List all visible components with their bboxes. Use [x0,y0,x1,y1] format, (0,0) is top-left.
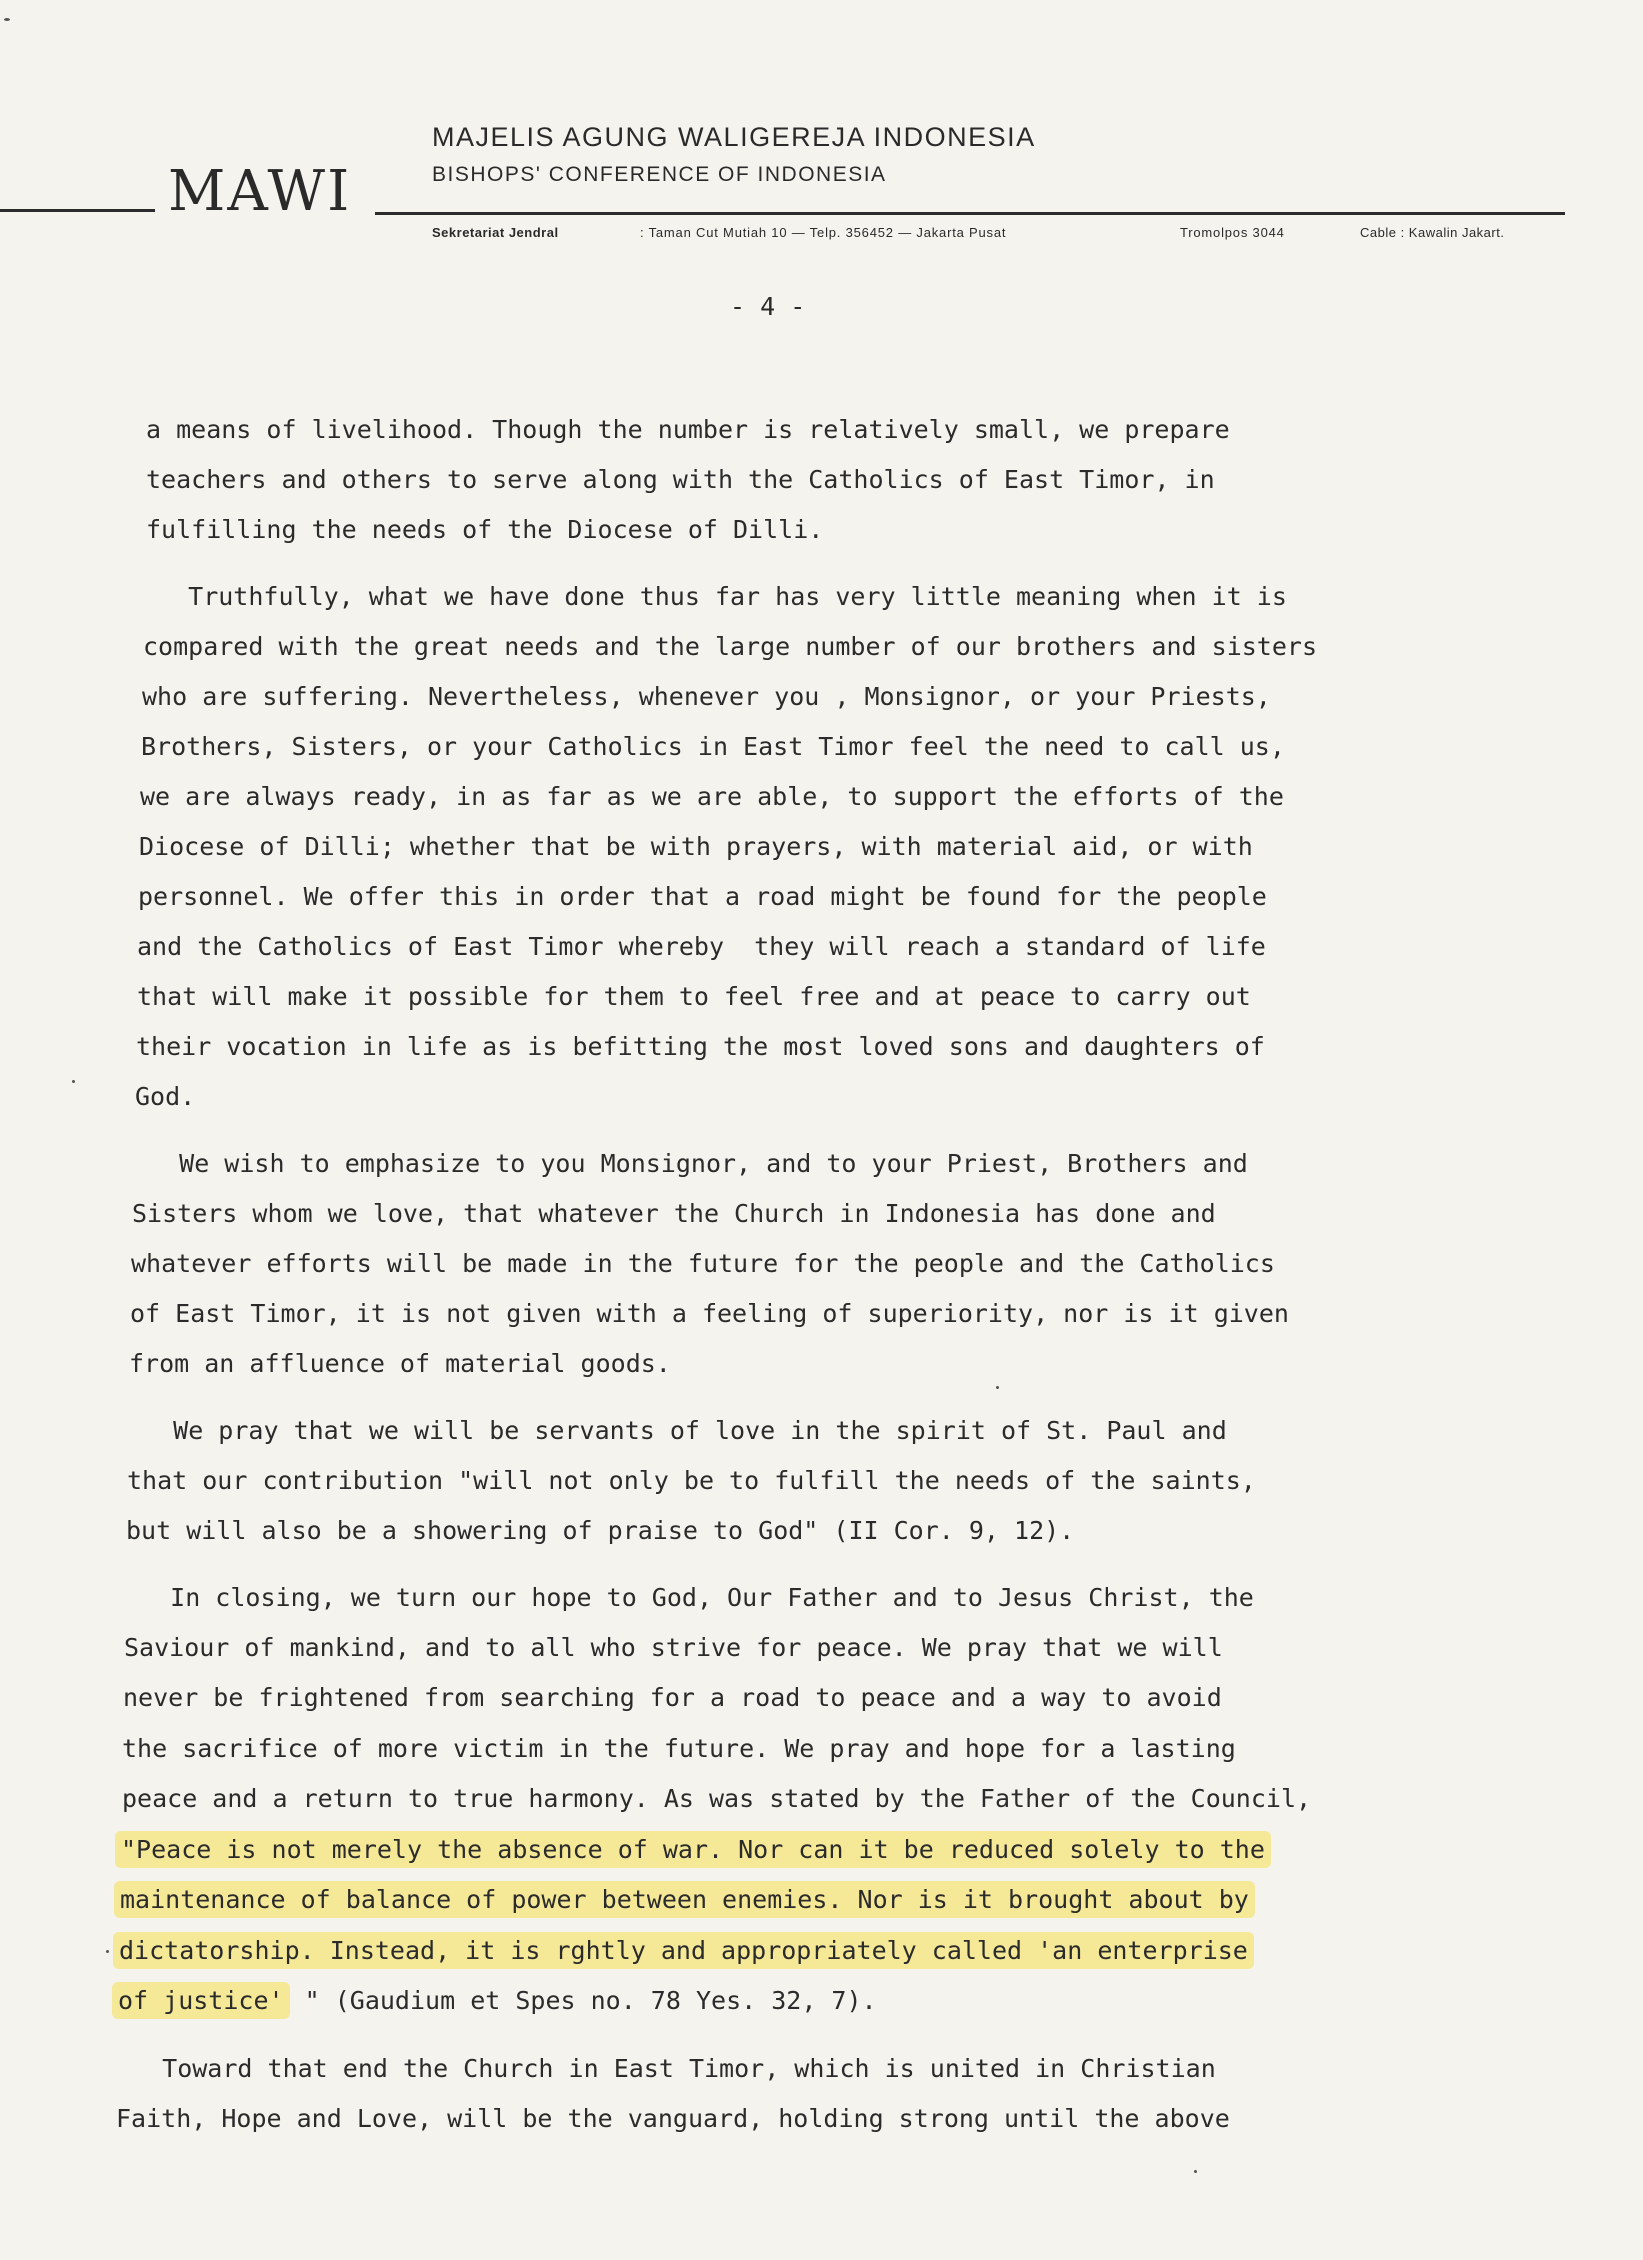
scan-speck [72,1080,75,1083]
text-line: We pray that we will be servants of love in the spirit of St. Paul and [128,1416,1227,1445]
text-line: Sisters whom we love, that whatever the Church in Indonesia has done and [132,1199,1216,1228]
scan-speck [1194,2170,1197,2173]
text-line: We wish to emphasize to you Monsignor, and to your Priest, Brothers and [134,1149,1248,1178]
text-line: a means of livelihood. Though the number is relatively small, we prepare [146,415,1230,444]
highlight-mark: dictatorship. Instead, it is rghtly and appropriately called 'an enterprise [113,1932,1254,1969]
letterhead-address: : Taman Cut Mutiah 10 — Telp. 356452 — Jakarta Pusat [640,225,1007,240]
text-line: Brothers, Sisters, or your Catholics in East Timor feel the need to call us, [141,732,1285,761]
text-line: Saviour of mankind, and to all who strive for peace. We pray that we will [124,1633,1223,1662]
highlighted-quote-line [120,1887,1255,1912]
text-line: Diocese of Dilli; whether that be with prayers, with material aid, or with [139,832,1253,861]
page-number: - 4 - [730,292,806,321]
text-line: Truthfully, what we have done thus far has very little meaning when it is [143,582,1287,611]
text-line: Faith, Hope and Love, will be the vanguard, holding strong until the above [116,2104,1230,2133]
scan-speck [996,1386,999,1389]
highlighted-quote-line [121,1837,1271,1862]
text-line: and the Catholics of East Timor whereby they will reach a standard of life [137,932,1266,961]
text-line: Toward that end the Church in East Timor, which is united in Christian [117,2054,1216,2083]
text-line: who are suffering. Nevertheless, whenever you , Monsignor, or your Priests, [142,682,1271,711]
text-line: that will make it possible for them to feel free and at peace to carry out [137,982,1251,1011]
text-line: compared with the great needs and the large number of our brothers and sisters [143,632,1317,661]
text-line: fulfilling the needs of the Diocese of Dilli. [146,515,824,544]
letterhead-tromolpos: Tromolpos 3044 [1180,225,1285,240]
scan-speck [106,1950,109,1953]
letterhead-logo: MAWI [168,159,352,224]
text-line: we are always ready, in as far as we are able, to support the efforts of the [140,782,1284,811]
highlight-mark: of justice' [112,1982,290,2019]
scan-speck [4,18,10,21]
letterhead-subtitle: BISHOPS' CONFERENCE OF INDONESIA [432,163,887,186]
text-line: teachers and others to serve along with the Catholics of East Timor, in [146,465,1215,494]
text-line: peace and a return to true harmony. As was stated by the Father of the Council, [122,1784,1312,1813]
text-line: that our contribution "will not only be to fulfill the needs of the saints, [127,1466,1256,1495]
letterhead-title: MAJELIS AGUNG WALIGEREJA INDONESIA [432,122,1036,152]
quote-citation: " (Gaudium et Spes no. 78 Yes. 32, 7). [289,1986,877,2015]
text-line: the sacrifice of more victim in the future. We pray and hope for a lasting [122,1734,1236,1763]
text-line: their vocation in life as is befitting the most loved sons and daughters of [136,1032,1265,1061]
letterhead-rule-right [375,212,1565,215]
text-line: In closing, we turn our hope to God, Our Father and to Jesus Christ, the [125,1583,1254,1612]
letterhead-rule-left [0,209,155,212]
letterhead-cable: Cable : Kawalin Jakart. [1360,225,1505,240]
text-line: but will also be a showering of praise to God" (II Cor. 9, 12). [126,1516,1075,1545]
letterhead-secretariat: Sekretariat Jendral [432,225,559,240]
text-line: whatever efforts will be made in the future for the people and the Catholics [131,1249,1275,1278]
text-line: personnel. We offer this in order that a road might be found for the people [138,882,1267,911]
highlighted-quote-line [119,1938,1254,1963]
highlighted-quote-line [118,1988,877,2013]
highlight-mark: maintenance of balance of power between enemies. Nor is it brought about by [114,1881,1255,1918]
highlight-mark: "Peace is not merely the absence of war. Nor can it be reduced solely to the [115,1831,1271,1868]
text-line: of East Timor, it is not given with a feeling of superiority, nor is it given [130,1299,1289,1328]
text-line: from an affluence of material goods. [129,1349,671,1378]
text-line: never be frightened from searching for a road to peace and a way to avoid [123,1683,1222,1712]
text-line: God. [135,1082,196,1111]
